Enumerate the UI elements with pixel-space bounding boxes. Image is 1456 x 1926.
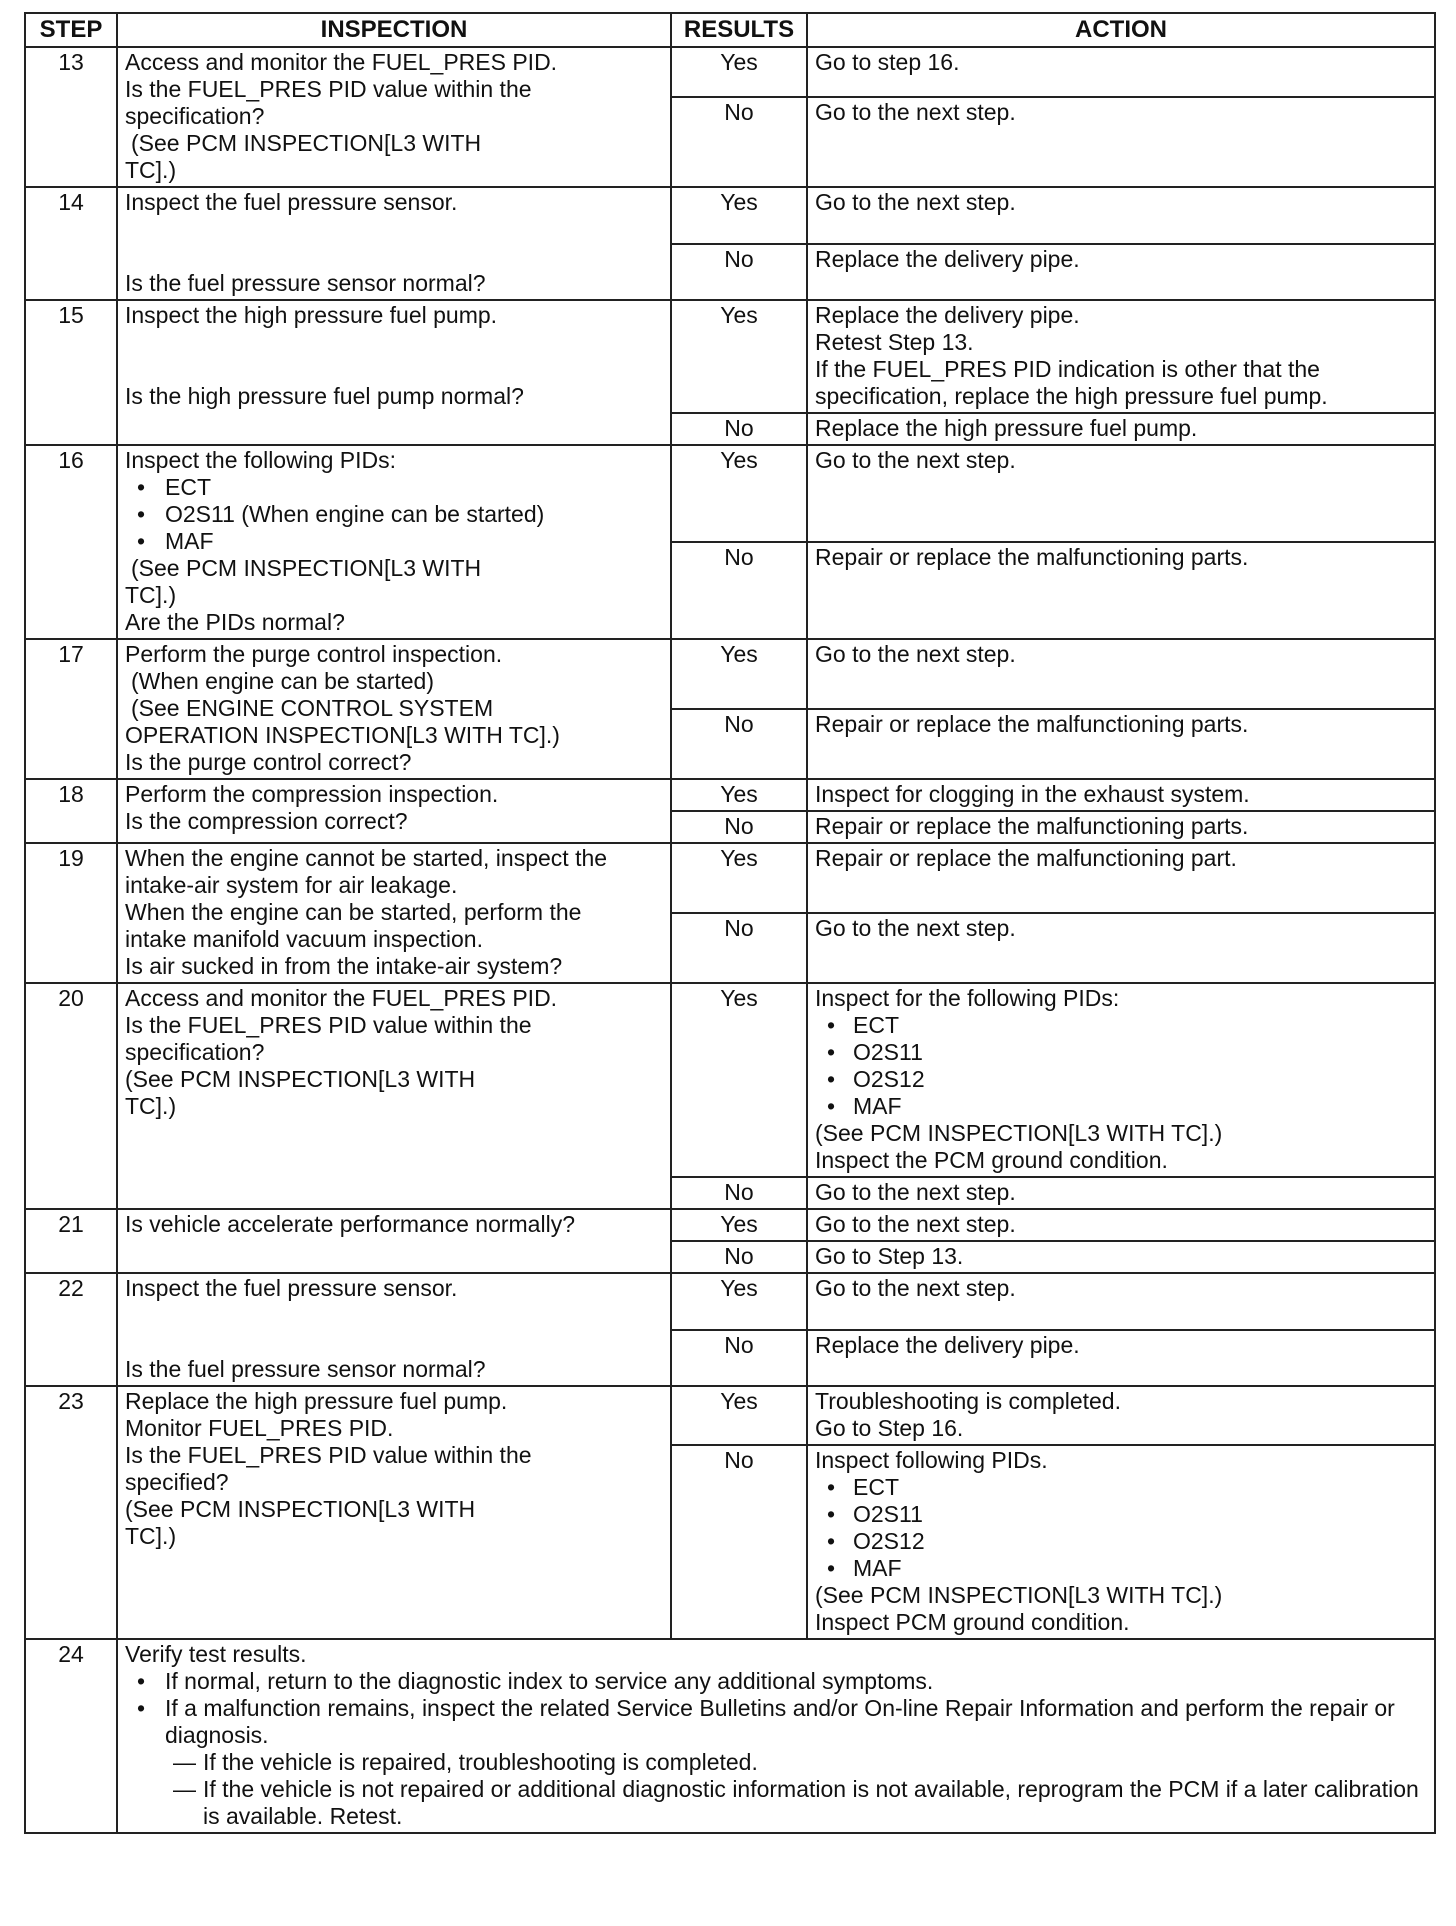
header-results: RESULTS	[671, 13, 807, 47]
step-number: 22	[25, 1273, 117, 1386]
inspection-line: TC].)	[125, 157, 177, 183]
action-no: Replace the delivery pipe.	[807, 1330, 1435, 1387]
inspection-line: Inspect the high pressure fuel pump.	[125, 302, 498, 328]
action-no: Repair or replace the malfunctioning parts.	[807, 709, 1435, 779]
action-yes	[807, 300, 1435, 413]
step-number: 23	[25, 1386, 117, 1639]
inspection-line: Perform the compression inspection.	[125, 781, 499, 807]
result-no: No	[671, 1241, 807, 1273]
step-number: 16	[25, 445, 117, 639]
list-item: • O2S12	[853, 1066, 1427, 1093]
pid-list	[125, 474, 663, 555]
result-yes: Yes	[671, 1209, 807, 1241]
action-no: Go to Step 13.	[807, 1241, 1435, 1273]
inspection-line: intake-air system for air leakage.	[125, 872, 458, 898]
action-yes: Go to the next step.	[807, 1209, 1435, 1241]
list-item: • O2S12	[853, 1528, 1427, 1555]
inspection-cell	[117, 1273, 671, 1386]
step-number: 14	[25, 187, 117, 300]
inspection-line: (See ENGINE CONTROL SYSTEM	[131, 695, 494, 721]
action-no: Replace the high pressure fuel pump.	[807, 413, 1435, 445]
table-row-step-19	[25, 843, 1435, 913]
inspection-cell	[117, 843, 671, 983]
inspection-cell	[117, 1209, 671, 1273]
result-yes: Yes	[671, 187, 807, 244]
action-no: Go to the next step.	[807, 97, 1435, 187]
inspection-line: Is vehicle accelerate performance normally?	[125, 1211, 575, 1237]
step-number: 18	[25, 779, 117, 843]
result-no: No	[671, 709, 807, 779]
list-item: • ECT	[165, 474, 663, 501]
inspection-line: specified?	[125, 1469, 229, 1495]
result-yes: Yes	[671, 779, 807, 811]
inspection-line: Is the fuel pressure sensor normal?	[125, 270, 486, 296]
sub-list-item: — If the vehicle is repaired, troubleshooting is completed.	[195, 1749, 1427, 1776]
action-no: Repair or replace the malfunctioning parts.	[807, 542, 1435, 639]
action-line: Retest Step 13.	[815, 329, 974, 355]
table-row-step-16	[25, 445, 1435, 542]
result-yes: Yes	[671, 1273, 807, 1330]
action-yes: Go to step 16.	[807, 47, 1435, 97]
inspection-cell	[117, 983, 671, 1209]
action-yes	[807, 983, 1435, 1177]
table-row-step-14	[25, 187, 1435, 244]
action-yes: Go to the next step.	[807, 639, 1435, 709]
inspection-line: Inspect the fuel pressure sensor.	[125, 1275, 458, 1301]
table-row-step-24	[25, 1639, 1435, 1833]
table-row-step-23	[25, 1386, 1435, 1445]
table-row-step-20	[25, 983, 1435, 1177]
action-no: Repair or replace the malfunctioning parts.	[807, 811, 1435, 843]
result-no: No	[671, 913, 807, 983]
inspection-line: Is the FUEL_PRES PID value within the	[125, 1442, 532, 1468]
pid-list	[815, 1012, 1427, 1120]
inspection-cell	[117, 300, 671, 445]
list-item: • O2S11	[853, 1501, 1427, 1528]
action-no: Replace the delivery pipe.	[807, 244, 1435, 301]
result-yes: Yes	[671, 843, 807, 913]
action-line: specification, replace the high pressure fuel pump.	[815, 383, 1328, 409]
inspection-line: Is the high pressure fuel pump normal?	[125, 383, 524, 409]
inspection-line: OPERATION INSPECTION[L3 WITH TC].)	[125, 722, 560, 748]
action-line: Inspect for the following PIDs:	[815, 985, 1120, 1011]
step-number: 20	[25, 983, 117, 1209]
inspection-line: TC].)	[125, 1523, 177, 1549]
result-yes: Yes	[671, 445, 807, 542]
verify-intro: Verify test results.	[125, 1641, 307, 1667]
inspection-line: specification?	[125, 1039, 265, 1065]
inspection-line: (See PCM INSPECTION[L3 WITH	[131, 130, 482, 156]
table-row-step-15	[25, 300, 1435, 413]
action-yes: Repair or replace the malfunctioning part.	[807, 843, 1435, 913]
inspection-cell	[117, 47, 671, 187]
action-yes: Go to the next step.	[807, 445, 1435, 542]
action-yes: Go to the next step.	[807, 1273, 1435, 1330]
inspection-line: Is air sucked in from the intake-air system?	[125, 953, 563, 979]
inspection-line: When the engine can be started, perform the	[125, 899, 582, 925]
inspection-line: Inspect the fuel pressure sensor.	[125, 189, 458, 215]
inspection-line: (See PCM INSPECTION[L3 WITH	[125, 1496, 476, 1522]
table-row-step-18	[25, 779, 1435, 811]
inspection-line: (When engine can be started)	[131, 668, 435, 694]
result-no: No	[671, 97, 807, 187]
action-no: Go to the next step.	[807, 1177, 1435, 1209]
action-line: Inspect the PCM ground condition.	[815, 1147, 1168, 1173]
inspection-line: Are the PIDs normal?	[125, 609, 345, 635]
action-yes: Go to the next step.	[807, 187, 1435, 244]
inspection-line: Inspect the following PIDs:	[125, 447, 397, 473]
step-number: 15	[25, 300, 117, 445]
inspection-line: specification?	[125, 103, 265, 129]
inspection-line: When the engine cannot be started, inspect the	[125, 845, 608, 871]
inspection-cell	[117, 1386, 671, 1639]
inspection-cell	[117, 639, 671, 779]
sub-list	[165, 1749, 1427, 1830]
inspection-line: Access and monitor the FUEL_PRES PID.	[125, 49, 558, 75]
inspection-cell	[117, 187, 671, 300]
inspection-cell	[117, 445, 671, 639]
result-no: No	[671, 1330, 807, 1387]
inspection-line: Perform the purge control inspection.	[125, 641, 503, 667]
action-line: Inspect PCM ground condition.	[815, 1609, 1130, 1635]
header-action: ACTION	[807, 13, 1435, 47]
step-number: 19	[25, 843, 117, 983]
list-item: • If normal, return to the diagnostic index to service any additional symptoms.	[165, 1668, 1427, 1695]
table-row-step-17	[25, 639, 1435, 709]
table-row-step-22	[25, 1273, 1435, 1330]
action-line: (See PCM INSPECTION[L3 WITH TC].)	[815, 1120, 1223, 1146]
result-yes: Yes	[671, 1386, 807, 1445]
inspection-line: (See PCM INSPECTION[L3 WITH	[125, 1066, 476, 1092]
inspection-line: Replace the high pressure fuel pump.	[125, 1388, 508, 1414]
result-yes: Yes	[671, 47, 807, 97]
inspection-line: TC].)	[125, 1093, 177, 1119]
action-line: Inspect following PIDs.	[815, 1447, 1048, 1473]
inspection-line: Is the FUEL_PRES PID value within the	[125, 1012, 532, 1038]
list-item	[165, 1695, 1427, 1830]
action-line: Replace the delivery pipe.	[815, 302, 1080, 328]
verify-cell	[117, 1639, 1435, 1833]
list-item: • ECT	[853, 1474, 1427, 1501]
result-no: No	[671, 542, 807, 639]
header-inspection: INSPECTION	[117, 13, 671, 47]
result-no: No	[671, 244, 807, 301]
inspection-line: Access and monitor the FUEL_PRES PID.	[125, 985, 558, 1011]
inspection-line: TC].)	[125, 582, 177, 608]
action-line: (See PCM INSPECTION[L3 WITH TC].)	[815, 1582, 1223, 1608]
inspection-line: Monitor FUEL_PRES PID.	[125, 1415, 394, 1441]
list-item: • O2S11	[853, 1039, 1427, 1066]
troubleshooting-table	[24, 12, 1436, 1834]
verify-list	[125, 1668, 1427, 1830]
list-item: • O2S11 (When engine can be started)	[165, 501, 663, 528]
step-number: 17	[25, 639, 117, 779]
inspection-line: Is the fuel pressure sensor normal?	[125, 1356, 486, 1382]
list-item: • MAF	[853, 1555, 1427, 1582]
result-no: No	[671, 811, 807, 843]
action-yes: Inspect for clogging in the exhaust system.	[807, 779, 1435, 811]
header-row	[25, 13, 1435, 47]
inspection-line: intake manifold vacuum inspection.	[125, 926, 483, 952]
sub-list-item: — If the vehicle is not repaired or additional diagnostic information is not available, reprogram the PCM if a later calibration is available. Retest.	[195, 1776, 1427, 1830]
result-no: No	[671, 413, 807, 445]
action-yes	[807, 1386, 1435, 1445]
table-row-step-21	[25, 1209, 1435, 1241]
result-no: No	[671, 1177, 807, 1209]
inspection-cell	[117, 779, 671, 843]
inspection-line: Is the compression correct?	[125, 808, 408, 834]
list-item: • MAF	[853, 1093, 1427, 1120]
action-line: Troubleshooting is completed.	[815, 1388, 1121, 1414]
action-line: If the FUEL_PRES PID indication is other that the	[815, 356, 1320, 382]
action-no	[807, 1445, 1435, 1639]
result-yes: Yes	[671, 300, 807, 413]
result-no: No	[671, 1445, 807, 1639]
list-item-text: If a malfunction remains, inspect the related Service Bulletins and/or On-line Repair Information and perform the repair or diagnosis.	[165, 1695, 1395, 1748]
list-item: • MAF	[165, 528, 663, 555]
action-no: Go to the next step.	[807, 913, 1435, 983]
result-yes: Yes	[671, 983, 807, 1177]
list-item: • ECT	[853, 1012, 1427, 1039]
table-row-step-13	[25, 47, 1435, 97]
action-line: Go to Step 16.	[815, 1415, 964, 1441]
step-number: 24	[25, 1639, 117, 1833]
pid-list	[815, 1474, 1427, 1582]
result-yes: Yes	[671, 639, 807, 709]
step-number: 13	[25, 47, 117, 187]
inspection-line: (See PCM INSPECTION[L3 WITH	[131, 555, 482, 581]
inspection-line: Is the FUEL_PRES PID value within the	[125, 76, 532, 102]
inspection-line: Is the purge control correct?	[125, 749, 412, 775]
header-step: STEP	[25, 13, 117, 47]
step-number: 21	[25, 1209, 117, 1273]
